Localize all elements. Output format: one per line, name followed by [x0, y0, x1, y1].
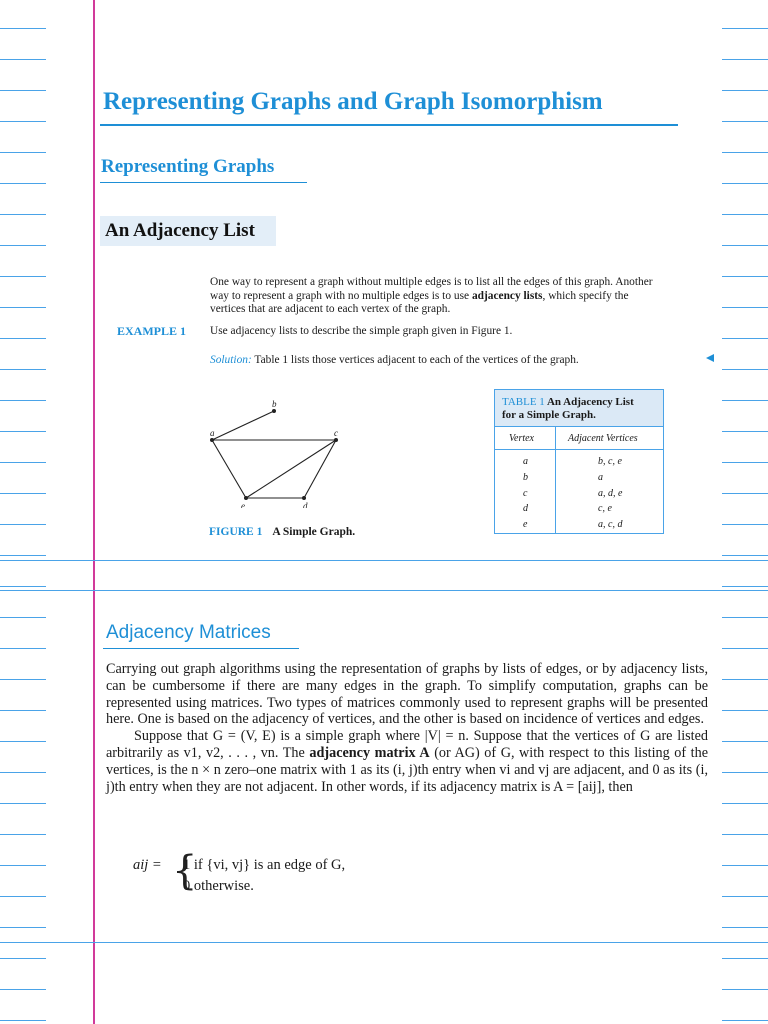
formula-case-2: 0 otherwise.	[183, 878, 254, 894]
figure-number: FIGURE 1	[209, 526, 263, 538]
ruled-line-left	[0, 369, 46, 370]
ruled-line-left	[0, 524, 46, 525]
ruled-line-left	[0, 307, 46, 308]
ruled-line-right	[722, 927, 768, 928]
table-cell-adjacent: a	[598, 472, 603, 483]
ruled-line-left	[0, 617, 46, 618]
ruled-line-right	[722, 338, 768, 339]
intro-line-1: One way to represent a graph without multiple edges is to list all the edges of this graph. Another	[210, 276, 653, 288]
ruled-line-right	[722, 958, 768, 959]
ruled-line-left	[0, 245, 46, 246]
ruled-line-right	[722, 462, 768, 463]
intro-line-2	[210, 290, 715, 304]
table-cell-adjacent: a, d, e	[598, 488, 623, 499]
table-number: TABLE 1	[502, 396, 545, 408]
ruled-line-left	[0, 400, 46, 401]
ruled-line-right	[722, 834, 768, 835]
table-cell-vertex: d	[523, 503, 528, 514]
ruled-line-right	[722, 493, 768, 494]
ruled-line-right	[722, 896, 768, 897]
figure-title: A Simple Graph.	[272, 526, 356, 538]
ruled-line-left	[0, 214, 46, 215]
ruled-line-full	[0, 942, 768, 943]
ruled-line-left	[0, 493, 46, 494]
matrices-body	[106, 661, 708, 795]
ruled-line-left	[0, 741, 46, 742]
matrices-underline	[103, 648, 299, 649]
matrices-p2-part-a: Suppose that G = (V, E) is a simple graph where |V| = n. Suppose that the vertices of G are listed arbitrarily as v1, v2, . . . , vn. The	[106, 728, 708, 761]
ruled-line-right	[722, 989, 768, 990]
ruled-line-right	[722, 679, 768, 680]
table-header	[495, 390, 663, 427]
table-title-1: An Adjacency List	[544, 396, 634, 408]
ruled-line-right	[722, 1020, 768, 1021]
column-header-vertex: Vertex	[509, 433, 534, 444]
table-cell-adjacent: b, c, e	[598, 456, 622, 467]
ruled-line-right	[722, 865, 768, 866]
ruled-line-right	[722, 307, 768, 308]
vertex-label-d: d	[303, 501, 308, 508]
ruled-line-left	[0, 896, 46, 897]
ruled-line-left	[0, 152, 46, 153]
table-title-line-2: for a Simple Graph.	[502, 409, 596, 421]
ruled-line-full	[0, 560, 768, 561]
table-cell-vertex: a	[523, 456, 528, 467]
ruled-line-left	[0, 648, 46, 649]
ruled-line-right	[722, 586, 768, 587]
edge-a-e	[212, 440, 246, 498]
ruled-line-left	[0, 338, 46, 339]
ruled-line-left	[0, 834, 46, 835]
intro-line-2c: , which specify the	[542, 289, 629, 302]
ruled-line-right	[722, 152, 768, 153]
solution-label: Solution:	[210, 354, 252, 366]
ruled-line-left	[0, 586, 46, 587]
formula-lhs: aij =	[133, 857, 162, 873]
vertex-label-b: b	[272, 399, 277, 409]
adjacency-list-table	[494, 389, 664, 534]
matrices-heading: Adjacency Matrices	[106, 622, 271, 643]
ruled-line-left	[0, 28, 46, 29]
vertex-label-a: a	[210, 428, 215, 438]
ruled-line-left	[0, 276, 46, 277]
table-cell-vertex: c	[523, 488, 528, 499]
margin-line	[93, 0, 95, 1024]
intro-line-3: vertices that are adjacent to each vertex of the graph.	[210, 303, 451, 316]
matrices-p2-part-b: (or AG) of G, with respect to this listing of the vertices, is the n × n zero–one matrix with 1 as its (i, j)th entry when vi and vj are adjacent, and 0 as its (i, j)th entry when they are not adjacent. In other words, if its adjacency matrix is A = [aij], then	[106, 744, 709, 795]
vertex-e-dot	[244, 496, 248, 500]
ruled-line-right	[722, 276, 768, 277]
vertex-label-e: e	[241, 501, 245, 508]
ruled-line-left	[0, 958, 46, 959]
ruled-line-right	[722, 245, 768, 246]
edge-c-e	[246, 440, 336, 498]
ruled-line-right	[722, 710, 768, 711]
ruled-line-right	[722, 214, 768, 215]
formula-case-1: 1 if {vi, vj} is an edge of G,	[183, 857, 346, 873]
table-title-line-1	[502, 396, 634, 408]
ruled-line-right	[722, 803, 768, 804]
ruled-line-left	[0, 803, 46, 804]
vertex-d-dot	[302, 496, 306, 500]
ruled-line-left	[0, 431, 46, 432]
matrices-paragraph-1: Carrying out graph algorithms using the representation of graphs by lists of edges, or by adjacency lists, can be cumbersome if there are many edges in the graph. To simplify computation, graphs can be represented using matrices. Two types of matrices commonly used to represent graphs will be presented here. One is based on the adjacency of vertices, and the other is based on incidence of vertices and edges.	[106, 661, 708, 728]
section-underline	[100, 182, 307, 183]
ruled-line-left	[0, 555, 46, 556]
vertex-b-dot	[272, 409, 276, 413]
table-cell-adjacent: a, c, d	[598, 519, 623, 530]
table-cell-vertex: b	[523, 472, 528, 483]
table-cell-adjacent: c, e	[598, 503, 612, 514]
ruled-line-right	[722, 121, 768, 122]
ruled-line-right	[722, 555, 768, 556]
ruled-line-right	[722, 741, 768, 742]
ruled-line-left	[0, 1020, 46, 1021]
ruled-line-right	[722, 648, 768, 649]
page-title: Representing Graphs and Graph Isomorphism	[103, 88, 603, 115]
example-label: EXAMPLE 1	[117, 324, 186, 338]
ruled-line-left	[0, 121, 46, 122]
ruled-line-left	[0, 927, 46, 928]
ruled-line-left	[0, 59, 46, 60]
vertex-label-c: c	[334, 428, 338, 438]
edge-a-b	[212, 411, 274, 440]
matrices-paragraph-2	[106, 728, 708, 795]
title-underline	[100, 124, 678, 126]
ruled-line-left	[0, 462, 46, 463]
ruled-line-full	[0, 590, 768, 591]
table-column-headers	[495, 428, 663, 450]
column-header-adjacent: Adjacent Vertices	[568, 433, 638, 444]
ruled-line-left	[0, 989, 46, 990]
ruled-line-left	[0, 90, 46, 91]
ruled-line-right	[722, 369, 768, 370]
end-of-example-marker-icon	[706, 354, 714, 362]
solution-body: Table 1 lists those vertices adjacent to each of the vertices of the graph.	[251, 354, 579, 366]
simple-graph-figure	[200, 398, 360, 508]
ruled-line-left	[0, 772, 46, 773]
ruled-line-right	[722, 617, 768, 618]
ruled-line-left	[0, 679, 46, 680]
figure-caption	[209, 526, 355, 538]
matrices-term-adjacency-matrix: adjacency matrix A	[309, 744, 430, 761]
intro-paragraph	[210, 276, 715, 317]
ruled-line-right	[722, 28, 768, 29]
subsection-heading: An Adjacency List	[105, 220, 255, 241]
ruled-line-left	[0, 710, 46, 711]
ruled-line-right	[722, 431, 768, 432]
ruled-line-right	[722, 400, 768, 401]
solution-text	[210, 354, 579, 368]
section-heading: Representing Graphs	[101, 156, 275, 177]
ruled-line-right	[722, 90, 768, 91]
ruled-line-left	[0, 183, 46, 184]
ruled-line-right	[722, 772, 768, 773]
example-text: Use adjacency lists to describe the simple graph given in Figure 1.	[210, 325, 513, 337]
vertex-a-dot	[210, 438, 214, 442]
cases-brace: {	[172, 848, 198, 894]
ruled-line-right	[722, 59, 768, 60]
intro-line-2a: way to represent a graph with no multiple edges is to use	[210, 289, 472, 302]
vertex-c-dot	[334, 438, 338, 442]
ruled-line-left	[0, 865, 46, 866]
ruled-line-right	[722, 183, 768, 184]
intro-term-adjacency-lists: adjacency lists	[471, 289, 543, 302]
edge-c-d	[304, 440, 336, 498]
ruled-line-right	[722, 524, 768, 525]
table-column-divider	[555, 427, 556, 533]
table-cell-vertex: e	[523, 519, 528, 530]
